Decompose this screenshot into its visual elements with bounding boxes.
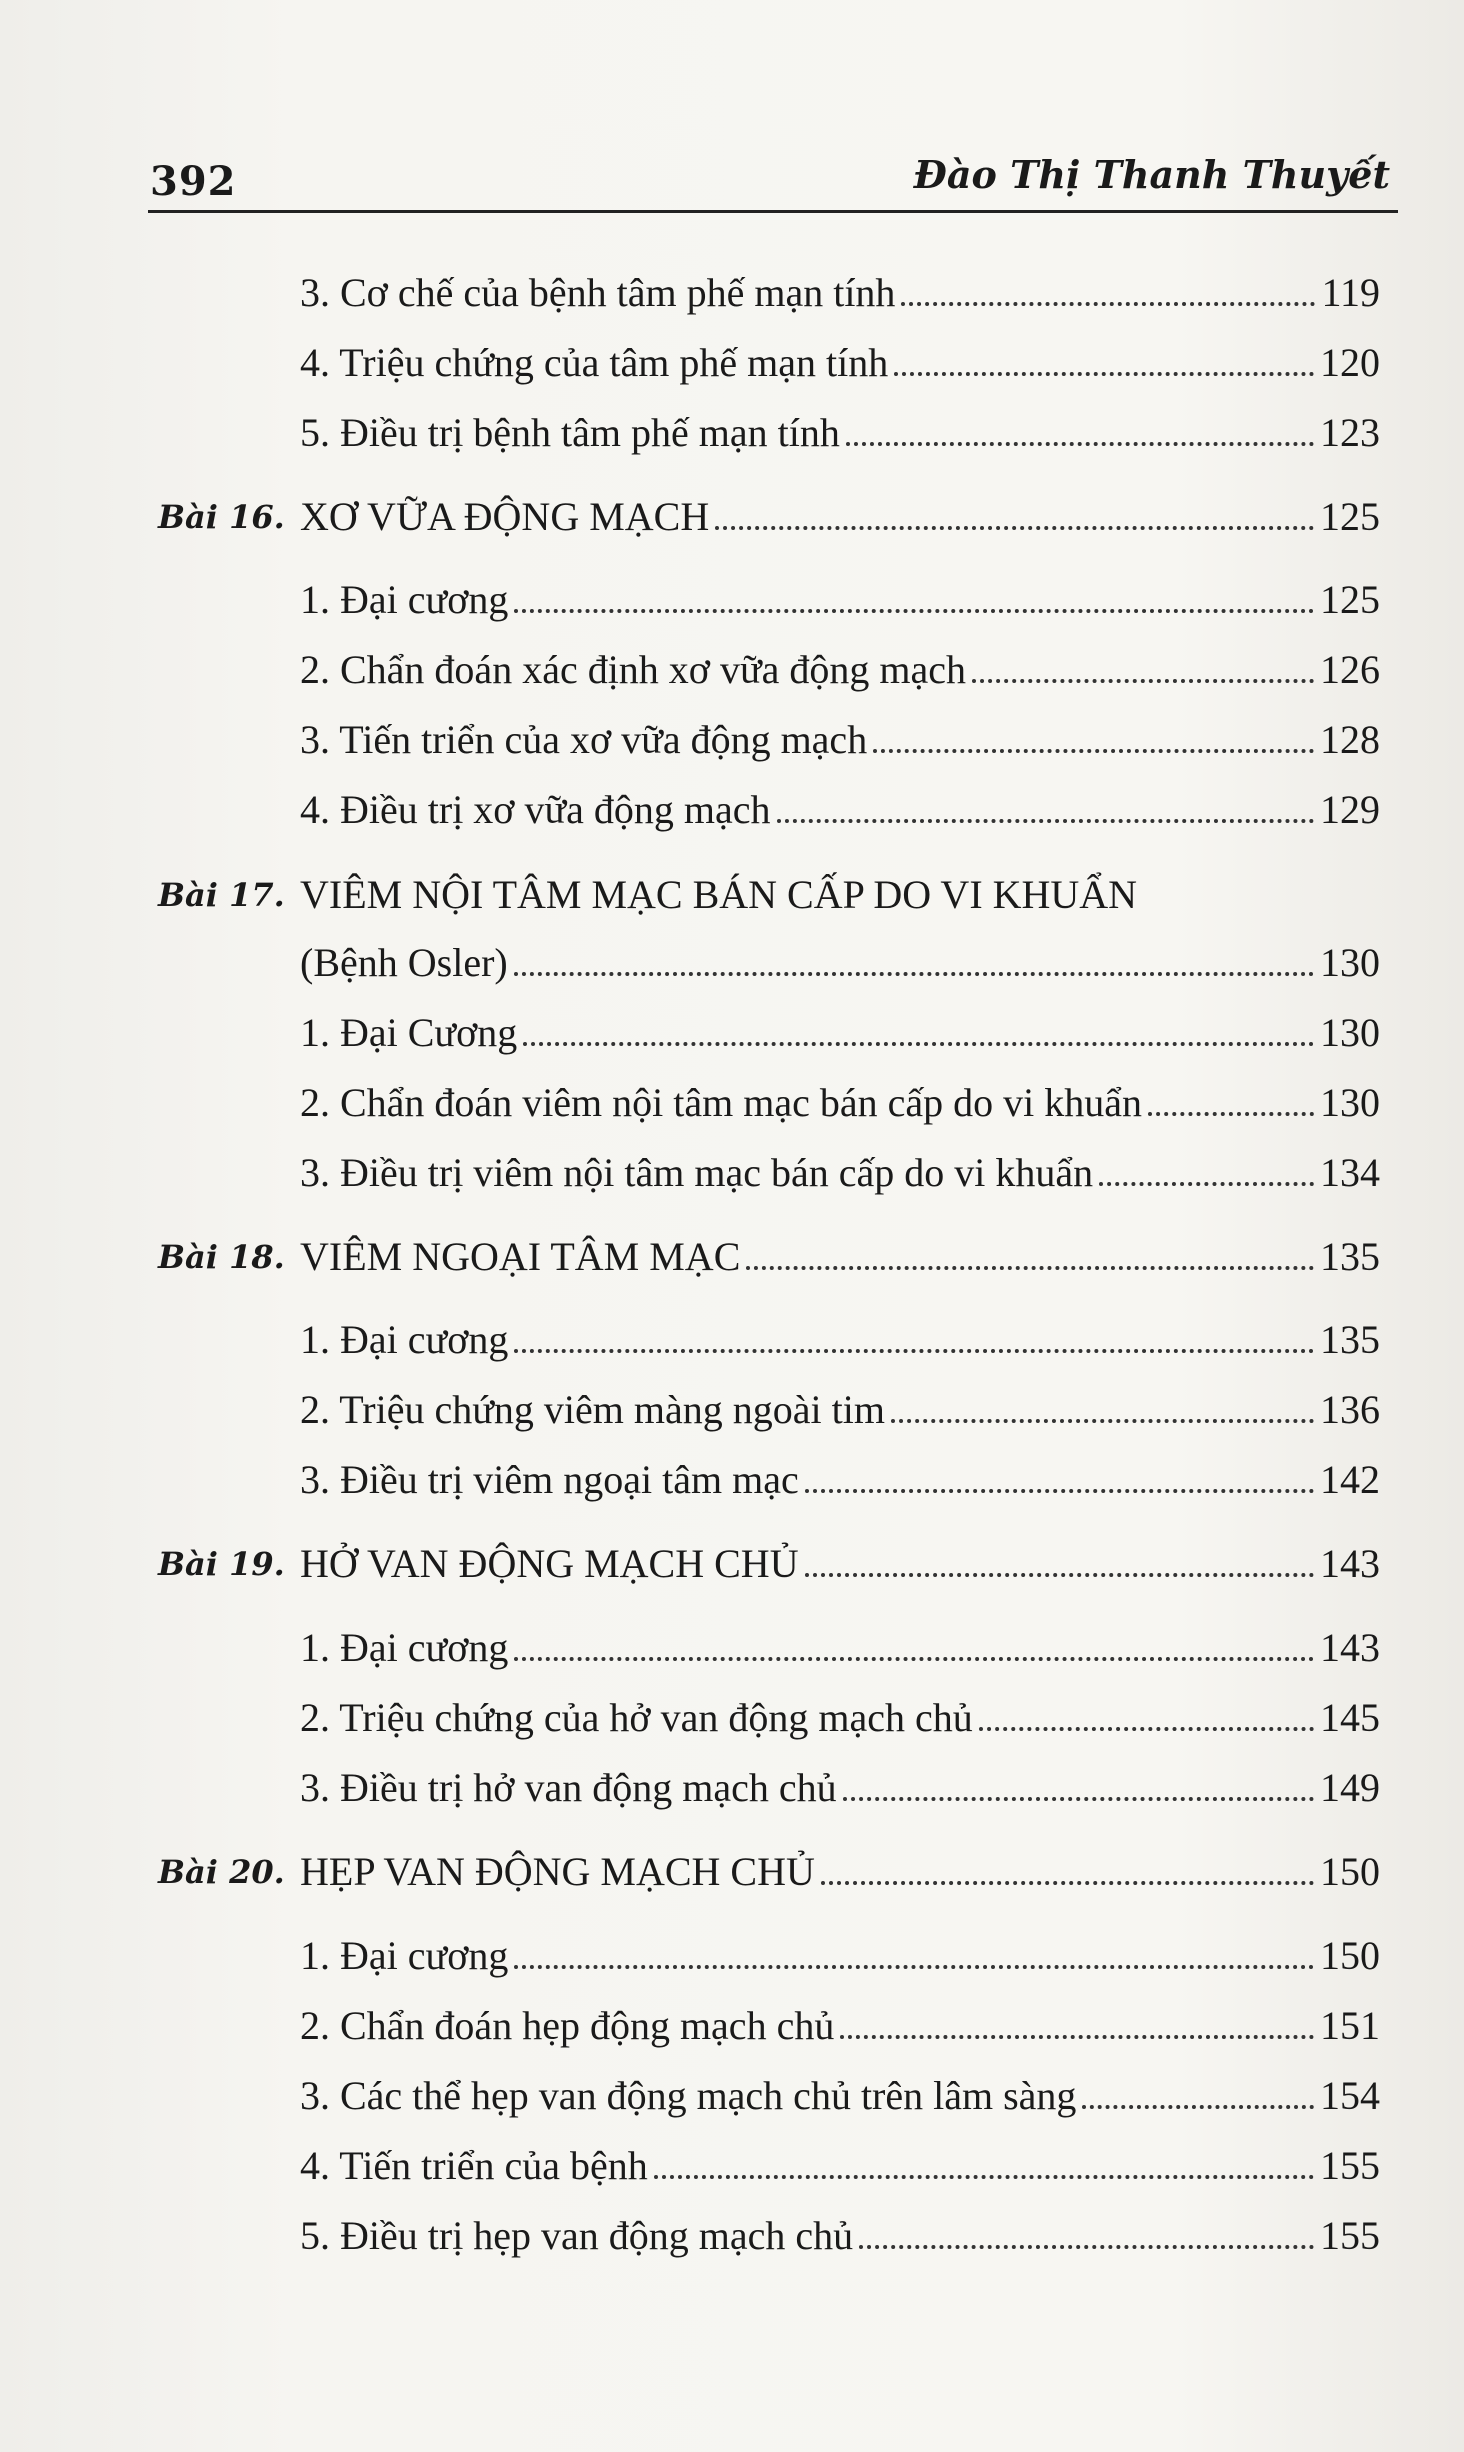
toc-item-row[interactable]	[300, 1148, 1380, 1198]
item-title: 1. Đại cương	[300, 1933, 509, 1978]
page-ref: 143	[1320, 1541, 1380, 1586]
toc-item-row[interactable]	[300, 2141, 1380, 2191]
lesson-label: Bài 18.	[158, 1238, 285, 1276]
lesson-title: VIÊM NỘI TÂM MẠC BÁN CẤP DO VI KHUẨN	[300, 872, 1138, 917]
page-ref: 125	[1320, 577, 1380, 622]
page-ref: 119	[1321, 270, 1380, 315]
toc-item-row[interactable]	[300, 1763, 1380, 1813]
toc-item-row[interactable]	[300, 1693, 1380, 1743]
dot-leader	[523, 1042, 1314, 1046]
toc-item-row[interactable]	[300, 645, 1380, 695]
page-ref: 135	[1320, 1234, 1380, 1279]
page-ref: 136	[1320, 1387, 1380, 1432]
toc-lesson-row[interactable]	[300, 870, 1380, 920]
page-ref: 126	[1320, 647, 1380, 692]
item-title: 5. Điều trị hẹp van động mạch chủ	[300, 2213, 854, 2258]
dot-leader	[873, 749, 1314, 753]
page-ref: 120	[1320, 340, 1380, 385]
toc-item-row[interactable]	[300, 2211, 1380, 2261]
page-ref: 145	[1320, 1695, 1380, 1740]
dot-leader	[805, 1489, 1314, 1493]
toc-item-row[interactable]	[300, 785, 1380, 835]
page-ref: 155	[1320, 2143, 1380, 2188]
page-ref: 155	[1320, 2213, 1380, 2258]
page-ref: 123	[1320, 410, 1380, 455]
toc-item-row[interactable]	[300, 1385, 1380, 1435]
toc-item-row[interactable]	[300, 2001, 1380, 2051]
dot-leader	[805, 1573, 1314, 1577]
dot-leader	[514, 1965, 1314, 1969]
item-title: 1. Đại cương	[300, 577, 509, 622]
page-header	[148, 150, 1398, 213]
dot-leader	[979, 1727, 1314, 1731]
dot-leader	[514, 1349, 1314, 1353]
item-title: 3. Các thể hẹp van động mạch chủ trên lâm sàng	[300, 2073, 1077, 2118]
toc-lesson-row[interactable]	[300, 1847, 1380, 1897]
dot-leader	[846, 442, 1314, 446]
item-title: 3. Điều trị hở van động mạch chủ	[300, 1765, 837, 1810]
item-title: 2. Triệu chứng của hở van động mạch chủ	[300, 1695, 973, 1740]
toc-item-row[interactable]	[300, 408, 1380, 458]
dot-leader	[891, 1419, 1314, 1423]
toc-item-row[interactable]	[300, 1315, 1380, 1365]
page-ref: 150	[1320, 1849, 1380, 1894]
dot-leader	[514, 1657, 1314, 1661]
dot-leader	[840, 2035, 1314, 2039]
item-title: 3. Cơ chế của bệnh tâm phế mạn tính	[300, 270, 896, 315]
toc-item-row[interactable]	[300, 575, 1380, 625]
dot-leader	[654, 2175, 1314, 2179]
page-ref: 130	[1320, 940, 1380, 985]
page-ref: 143	[1320, 1625, 1380, 1670]
dot-leader	[821, 1881, 1314, 1885]
item-title: 4. Tiến triển của bệnh	[300, 2143, 648, 2188]
dot-leader	[972, 679, 1314, 683]
page-ref: 128	[1320, 717, 1380, 762]
toc-item-row[interactable]	[300, 1623, 1380, 1673]
dot-leader	[843, 1797, 1314, 1801]
item-title: 3. Tiến triển của xơ vữa động mạch	[300, 717, 868, 762]
dot-leader	[859, 2245, 1314, 2249]
dot-leader	[1148, 1112, 1314, 1116]
page-ref: 142	[1320, 1457, 1380, 1502]
dot-leader	[777, 819, 1314, 823]
dot-leader	[514, 972, 1314, 976]
page-ref: 134	[1320, 1150, 1380, 1195]
toc-item-row[interactable]	[300, 1455, 1380, 1505]
page-ref: 125	[1320, 494, 1380, 539]
item-title: 3. Điều trị viêm nội tâm mạc bán cấp do vi khuẩn	[300, 1150, 1094, 1195]
toc-item-row[interactable]	[300, 338, 1380, 388]
lesson-label: Bài 20.	[158, 1853, 285, 1891]
author-name: Đào Thị Thanh Thuyết	[913, 152, 1390, 197]
page-ref: 135	[1320, 1317, 1380, 1362]
toc-item-row[interactable]	[300, 268, 1380, 318]
lesson-title: XƠ VỮA ĐỘNG MẠCH	[300, 494, 710, 539]
lesson-title: VIÊM NGOẠI TÂM MẠC	[300, 1234, 741, 1279]
lesson-label: Bài 19.	[158, 1545, 285, 1583]
page-ref: 130	[1320, 1080, 1380, 1125]
item-title: 2. Triệu chứng viêm màng ngoài tim	[300, 1387, 885, 1432]
dot-leader	[746, 1266, 1314, 1270]
item-title: 2. Chẩn đoán hẹp động mạch chủ	[300, 2003, 835, 2048]
item-title: 1. Đại cương	[300, 1317, 509, 1362]
item-title: 2. Chẩn đoán viêm nội tâm mạc bán cấp do vi khuẩn	[300, 1080, 1143, 1125]
item-title: 5. Điều trị bệnh tâm phế mạn tính	[300, 410, 840, 455]
toc-lesson-row[interactable]	[300, 492, 1380, 542]
page-ref: 154	[1320, 2073, 1380, 2118]
toc-lesson-row[interactable]	[300, 1539, 1380, 1589]
toc-item-row[interactable]	[300, 1931, 1380, 1981]
page-ref: 129	[1320, 787, 1380, 832]
dot-leader	[901, 302, 1315, 306]
toc-lesson-row[interactable]	[300, 1232, 1380, 1282]
lesson-label: Bài 16.	[158, 498, 285, 536]
dot-leader	[894, 372, 1314, 376]
dot-leader	[715, 526, 1314, 530]
toc-item-row[interactable]	[300, 1008, 1380, 1058]
lesson-title: HỞ VAN ĐỘNG MẠCH CHỦ	[300, 1541, 799, 1586]
item-title: 3. Điều trị viêm ngoại tâm mạc	[300, 1457, 799, 1502]
toc-item-row[interactable]	[300, 2071, 1380, 2121]
item-title: (Bệnh Osler)	[300, 940, 508, 985]
dot-leader	[514, 609, 1314, 613]
toc-item-row[interactable]	[300, 938, 1380, 988]
dot-leader	[1082, 2105, 1314, 2109]
item-title: 1. Đại Cương	[300, 1010, 518, 1055]
item-title: 2. Chẩn đoán xác định xơ vữa động mạch	[300, 647, 967, 692]
page-ref: 130	[1320, 1010, 1380, 1055]
lesson-title: HẸP VAN ĐỘNG MẠCH CHỦ	[300, 1849, 815, 1894]
page-ref: 151	[1320, 2003, 1380, 2048]
page-ref: 149	[1320, 1765, 1380, 1810]
item-title: 4. Triệu chứng của tâm phế mạn tính	[300, 340, 889, 385]
item-title: 4. Điều trị xơ vữa động mạch	[300, 787, 771, 832]
toc-item-row[interactable]	[300, 715, 1380, 765]
toc-item-row[interactable]	[300, 1078, 1380, 1128]
lesson-label: Bài 17.	[158, 876, 285, 914]
page-ref: 150	[1320, 1933, 1380, 1978]
item-title: 1. Đại cương	[300, 1625, 509, 1670]
dot-leader	[1099, 1182, 1314, 1186]
page-number: 392	[150, 158, 237, 205]
